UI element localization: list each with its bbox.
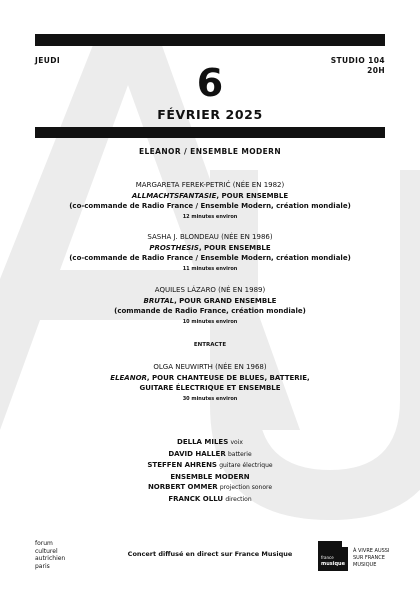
program-item xyxy=(0,362,420,405)
commission-note: (co-commande de Radio France / Ensemble Modern, création mondiale) xyxy=(69,202,351,210)
work-title: ALLMACHTSFANTASIE, POUR ENSEMBLE xyxy=(131,191,289,200)
intermission-label: ENTRACTE xyxy=(193,342,227,348)
day-number: 6 xyxy=(196,61,224,105)
performer: NORBERT OMMER projection sonore xyxy=(147,483,273,491)
work-title: PROSTHESIS, POUR ENSEMBLE xyxy=(149,243,271,252)
performer-list xyxy=(0,437,420,505)
composer-name: AQUILES LÁZARO (NÉ EN 1989) xyxy=(154,286,266,294)
month-year: FÉVRIER 2025 xyxy=(157,107,263,122)
duration: 30 minutes environ xyxy=(182,395,238,402)
performer: FRANCK OLLU direction xyxy=(168,494,252,503)
middle-rule xyxy=(35,127,385,138)
commission-note: (commande de Radio France, création mondiale) xyxy=(114,307,306,315)
commission-note: (co-commande de Radio France / Ensemble Modern, création mondiale) xyxy=(69,254,351,262)
ensemble-title: ELEANOR / ENSEMBLE MODERN xyxy=(138,147,282,156)
program-item xyxy=(0,180,420,223)
logo-corner-square xyxy=(342,541,348,547)
day-of-week: JEUDI xyxy=(35,56,61,65)
venue: STUDIO 104 xyxy=(330,56,385,65)
broadcast-note: Concert diffusé en direct sur France Musique xyxy=(127,550,293,558)
work-title-continued: GUITARE ÉLECTRIQUE ET ENSEMBLE xyxy=(139,384,281,392)
program-item xyxy=(0,232,420,275)
duration: 12 minutes environ xyxy=(182,213,238,220)
france-musique-logo: france musique xyxy=(318,541,348,571)
time: 20H xyxy=(367,66,385,75)
duration: 10 minutes environ xyxy=(182,318,238,325)
forum-culturel-logo: forum culturel autrichien paris xyxy=(35,540,66,570)
duration: 11 minutes environ xyxy=(182,265,238,272)
work-title: ELEANOR, POUR CHANTEUSE DE BLUES, BATTERIE, xyxy=(110,373,310,382)
france-musique-tagline: À VIVRE AUSSI SUR FRANCE MUSIQUE xyxy=(353,548,390,568)
performer: STEFFEN AHRENS guitare électrique xyxy=(147,461,273,469)
performer: DAVID HALLER batterie xyxy=(168,449,252,458)
composer-name: OLGA NEUWIRTH (NÉE EN 1968) xyxy=(153,363,267,371)
composer-name: MARGARETA FEREK-PETRIĆ (NÉE EN 1982) xyxy=(135,181,285,189)
program-item xyxy=(0,285,420,328)
top-rule xyxy=(35,34,385,46)
performer: ENSEMBLE MODERN xyxy=(170,472,250,481)
composer-name: SASHA J. BLONDEAU (NÉE EN 1986) xyxy=(147,233,273,241)
work-title: BRUTAL, POUR GRAND ENSEMBLE xyxy=(143,296,277,305)
performer: DELLA MILES voix xyxy=(177,438,243,446)
